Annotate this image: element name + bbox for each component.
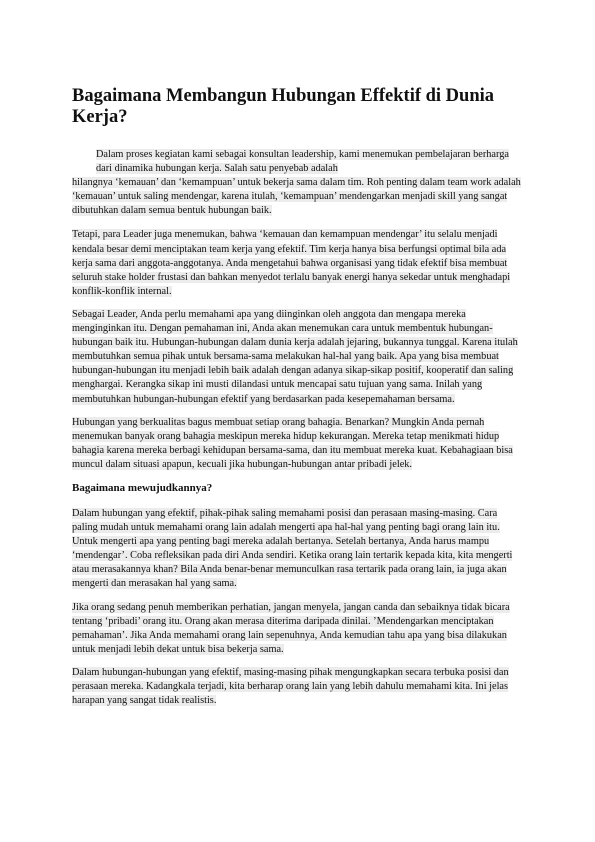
paragraph-3 — [72, 308, 524, 407]
paragraph-4 — [72, 416, 524, 472]
paragraph-7 — [72, 666, 524, 708]
paragraph-7-text: Dalam hubungan-hubungan yang efektif, masing-masing pihak mengungkapkan secara terbuka posisi dan perasaan mereka. Kadangkala terjadi, kita berharap orang lain yang lebih dahulu memahami kita. Ini jelas harapan yang sangat tidak realistis. — [72, 666, 509, 707]
paragraph-6 — [72, 601, 524, 657]
paragraph-2-part-a: Tetapi, para Leader juga menemukan, bahwa ‘kemauan dan kemampuan mendengar’ itu selalu menjadi kendala besar demi menciptakan team kerja yang efektif. Tim kerja hanya bisa berfungsi optimal bila ada kerja sama dari anggota-anggotanya. Anda mengetahui bahwa organisasi yang tidak efektif bisa membuat — [72, 229, 508, 269]
paragraph-2-part-b: seluruh stake holder frustasi dan bahkan menyedot terlalu banyak energi hanya sekedar untuk menghadapi konflik-konflik internal. — [72, 271, 511, 297]
paragraph-5 — [72, 507, 524, 592]
paragraph-5-text: Dalam hubungan yang efektif, pihak-pihak saling memahami posisi dan perasaan masing-masing. Cara paling mudah untuk memahami orang lain adalah mengerti apa hal-hal yang penting bagi orang lain itu. Untuk mengerti apa yang penting bagi mereka adalah bertanya. Setelah bertanya, Anda harus mampu ‘mendengar’. Coba refleksikan pada diri Anda sendiri. Ketika orang lain tertarik kepada kita, kita mengerti atau merasakannya khan? Bila Anda benar-benar memunculkan rasa tertarik pada orang lain, ia juga akan mengerti dan merasakan hal yang sama. — [72, 507, 513, 590]
intro-rest-text: hilangnya ‘kemauan’ dan ‘kemampuan’ untuk bekerja sama dalam tim. Roh penting dalam team work adalah ‘kemauan’ untuk saling mendengar, karena itulah, ‘kemampuan’ mendengarkan menjadi skill yang sangat dibutuhkan dalam semua bentuk hubungan baik. — [72, 177, 521, 217]
document-page — [72, 86, 524, 717]
paragraph-2 — [72, 228, 524, 298]
paragraph-intro — [72, 148, 524, 218]
page-title: Bagaimana Membangun Hubungan Effektif di Dunia Kerja? — [72, 86, 495, 127]
paragraph-4-part-b: muncul dalam situasi apapun, kecuali jika hubungan-hubungan antar pribadi jelek. — [72, 458, 412, 470]
section-heading: Bagaimana mewujudkannya? — [72, 481, 213, 494]
paragraph-3-text: Sebagai Leader, Anda perlu memahami apa yang diinginkan oleh anggota dan mengapa mereka menginginkan itu. Dengan pemahaman ini, Anda akan menemukan cara untuk membentuk hubungan-hubungan baik itu. Hubungan-hubungan dalam dunia kerja adalah jejaring, bukannya tunggal. Karena itulah membutuhkan semua pihak untuk bersama-sama melakukan hal-hal yang baik. Apa yang bisa membuat hubungan-hubungan itu menjadi lebih baik adalah dengan adanya sikap-sikap positif, kooperatif dan saling menghargai. Kerangka sikap ini musti dilandasi untuk mencapai satu tujuan yang sama. Inilah yang membutuhkan hubungan-hubungan efektif yang berdasarkan pada kesepemahaman bersama. — [72, 308, 518, 405]
paragraph-6-text: Jika orang sedang penuh memberikan perhatian, jangan menyela, jangan canda dan sebaiknya tidak bicara tentang ‘pribadi’ orang itu. Orang akan merasa diterima daripada dinilai. ’Mendengarkan menciptakan pemahaman’. Jika Anda memahami orang lain sepenuhnya, Anda kemudian tahu apa yang bisa dilakukan untuk menjadi lebih dekat untuk bisa bekerja sama. — [72, 601, 510, 655]
intro-indented-text: Dalam proses kegiatan kami sebagai konsultan leadership, kami menemukan pembelajaran berharga dari dinamika hubungan kerja. Salah satu penyebab adalah — [96, 149, 509, 175]
paragraph-4-part-a: Hubungan yang berkualitas bagus membuat setiap orang bahagia. Benarkan? Mungkin Anda pernah menemukan banyak orang bahagia meskipun mereka hidup kekurangan. Mereka tetap menikmati hidup bahagia karena mereka berbagi kehidupan bersama-sama, dan itu membuat mereka kuat. Kebahagiaan bisa — [72, 416, 513, 456]
